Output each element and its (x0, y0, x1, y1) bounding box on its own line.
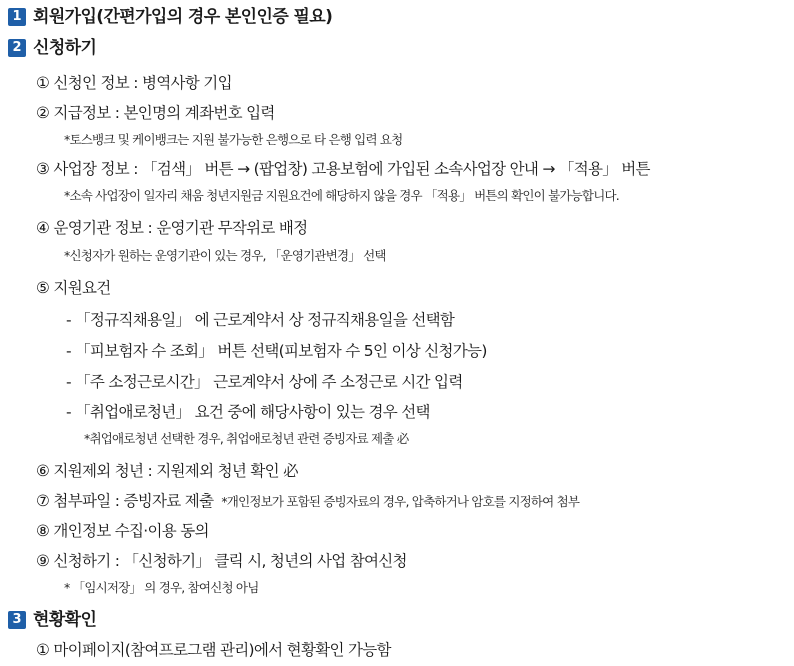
section-title: 신청하기 (33, 37, 97, 58)
section-3-heading (8, 611, 96, 629)
apply-item-4-note: *신청자가 원하는 운영기관이 있는 경우, 「운영기관변경」 선택 (64, 248, 386, 263)
apply-item-4: ④ 운영기관 정보 : 운영기관 무작위로 배정 (36, 219, 308, 237)
apply-item-9-note: * 「임시저장」 의 경우, 참여신청 아님 (64, 580, 259, 595)
section-number-badge: 1 (8, 8, 26, 26)
apply-item-5-sub-4: - 「취업애로청년」 요건 중에 해당사항이 있는 경우 선택 (66, 403, 430, 421)
section-number-badge: 2 (8, 39, 26, 57)
section-title: 현황확인 (33, 609, 97, 630)
apply-item-5-sub-1: - 「정규직채용일」 에 근로계약서 상 정규직채용일을 선택함 (66, 311, 455, 329)
apply-item-8: ⑧ 개인정보 수집·이용 동의 (36, 522, 209, 540)
apply-item-5-sub-2: - 「피보험자 수 조회」 버튼 선택(피보험자 수 5인 이상 신청가능) (66, 342, 487, 360)
apply-item-1: ① 신청인 정보 : 병역사항 기입 (36, 74, 232, 92)
apply-item-2: ② 지급정보 : 본인명의 계좌번호 입력 (36, 104, 275, 122)
apply-item-7-note: *개인정보가 포함된 증빙자료의 경우, 압축하거나 암호를 지정하여 첨부 (221, 494, 580, 509)
section-title: 회원가입(간편가입의 경우 본인인증 필요) (33, 6, 333, 27)
apply-item-5: ⑤ 지원요건 (36, 279, 111, 297)
apply-item-2-note: *토스뱅크 및 케이뱅크는 지원 불가능한 은행으로 타 은행 입력 요청 (64, 132, 403, 147)
apply-item-3: ③ 사업장 정보 : 「검색」 버튼 → (팝업창) 고용보험에 가입된 소속사업장 안내 → 「적용」 버튼 (36, 160, 650, 178)
section-number-badge: 3 (8, 611, 26, 629)
apply-item-5-note: *취업애로청년 선택한 경우, 취업애로청년 관련 증빙자료 제출 必 (84, 431, 409, 446)
apply-item-7 (36, 494, 579, 510)
status-item-1: ① 마이페이지(참여프로그램 관리)에서 현황확인 가능함 (36, 641, 391, 659)
section-2-heading (8, 39, 96, 57)
apply-item-7-text: ⑦ 첨부파일 : 증빙자료 제출 (36, 492, 214, 510)
apply-item-9: ⑨ 신청하기 : 「신청하기」 클릭 시, 청년의 사업 참여신청 (36, 552, 407, 570)
section-1-heading (8, 8, 332, 26)
apply-item-6: ⑥ 지원제외 청년 : 지원제외 청년 확인 必 (36, 462, 298, 480)
apply-item-3-note: *소속 사업장이 일자리 채움 청년지원금 지원요건에 해당하지 않을 경우 「적용」 버튼의 확인이 불가능합니다. (64, 188, 619, 203)
apply-item-5-sub-3: - 「주 소정근로시간」 근로계약서 상에 주 소정근로 시간 입력 (66, 373, 463, 391)
